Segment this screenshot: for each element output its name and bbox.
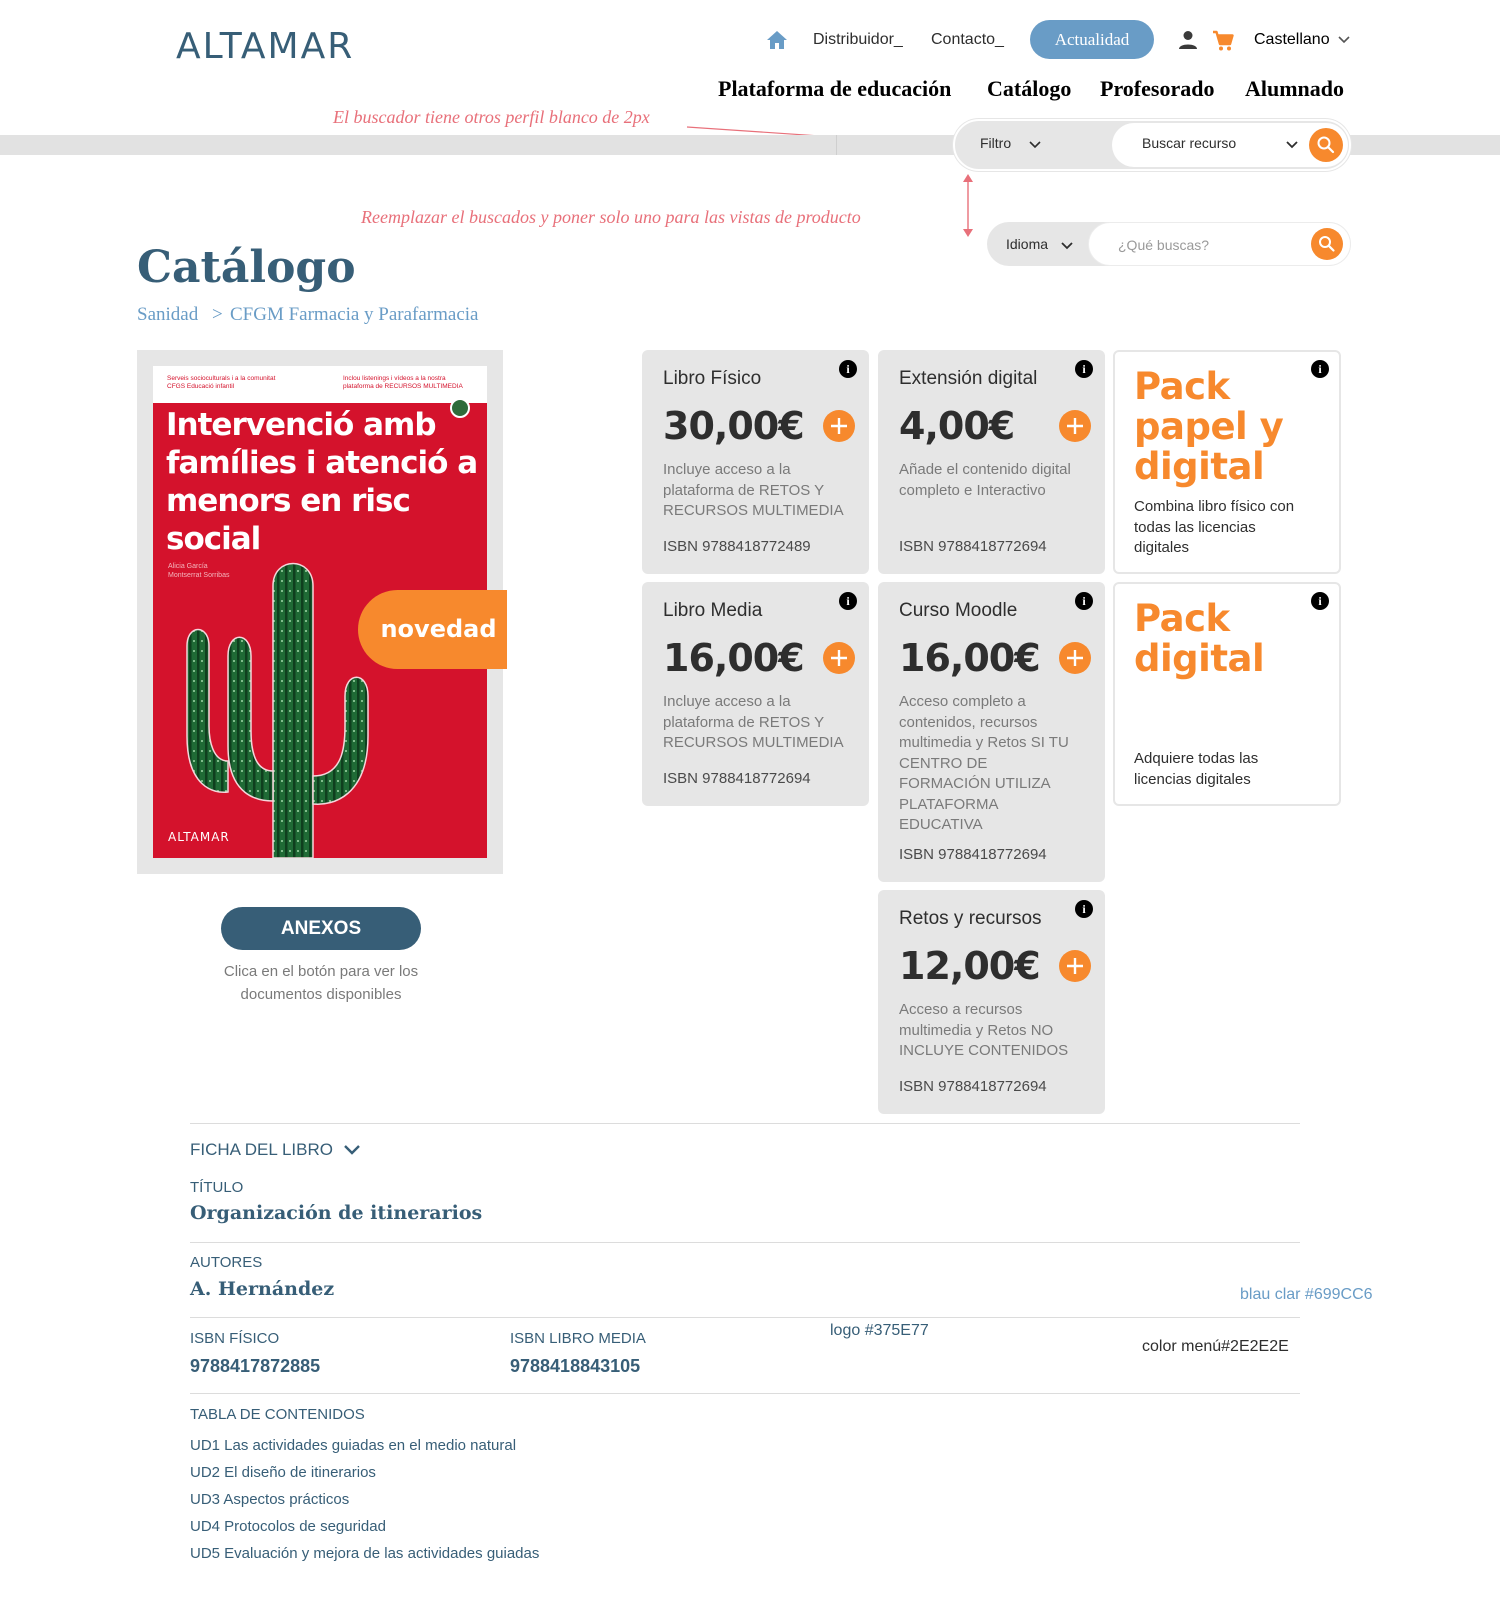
card-price: 12,00€ (899, 944, 1040, 988)
language-selector[interactable]: Castellano (1254, 31, 1330, 48)
add-to-cart-button[interactable] (1059, 410, 1091, 442)
contacto-link[interactable]: Contacto_ (931, 31, 1004, 48)
toc-item[interactable]: UD5 Evaluación y mejora de las actividades guiadas (190, 1545, 540, 1562)
filter-dropdown[interactable]: Filtro (980, 135, 1012, 151)
nav-profesorado[interactable]: Profesorado (1100, 76, 1215, 101)
cart-icon[interactable] (1212, 30, 1234, 52)
info-icon[interactable]: i (1311, 360, 1329, 378)
altamar-logo[interactable]: ALTAMAR (176, 26, 355, 67)
card-description: Incluye acceso a la plataforma de RETOS Y RECURSOS MULTIMEDIA (663, 693, 844, 751)
divider (190, 1317, 1300, 1318)
plus-icon (1059, 950, 1091, 982)
plus-icon (1059, 410, 1091, 442)
card-price: 16,00€ (663, 636, 804, 680)
cover-brand: ALTAMAR (168, 830, 230, 844)
nav-alumnado[interactable]: Alumnado (1245, 76, 1345, 101)
chevron-down-icon[interactable] (1338, 36, 1350, 44)
card-isbn: ISBN 9788418772694 (899, 846, 1047, 863)
annotation-replace-note: Reemplazar el buscados y poner solo uno para las vistas de producto (361, 207, 861, 227)
breadcrumb-sanidad[interactable]: Sanidad (137, 304, 199, 325)
pack-title: Pack digital (1134, 597, 1265, 680)
plus-icon (823, 410, 855, 442)
isbn-fisico-value: 9788417872885 (190, 1356, 321, 1376)
cover-title: Intervenció amb famílies i atenció a menors en risc social (166, 407, 478, 557)
home-icon[interactable] (766, 30, 788, 50)
chevron-down-icon[interactable] (1286, 141, 1298, 149)
card-title: Curso Moodle (899, 600, 1018, 621)
chevron-down-icon[interactable] (1061, 242, 1073, 250)
toc-item[interactable]: UD4 Protocolos de seguridad (190, 1518, 386, 1535)
spec-menu: color menú#2E2E2E (1142, 1338, 1289, 1355)
toc-item[interactable]: UD3 Aspectos prácticos (190, 1491, 350, 1508)
nav-catalogo[interactable]: Catálogo (987, 76, 1072, 101)
info-icon[interactable]: i (839, 360, 857, 378)
search-input[interactable] (1118, 234, 1298, 256)
cover-series-left: Serveis socioculturals i a la comunitat CFGS Educació infantil (167, 375, 276, 390)
plus-icon (1059, 642, 1091, 674)
toc-item[interactable]: UD1 Las actividades guiadas en el medio natural (190, 1437, 517, 1454)
novedad-badge: novedad (358, 590, 507, 669)
divider (190, 1393, 1300, 1394)
annotation-double-arrow (962, 173, 974, 238)
info-icon[interactable]: i (839, 592, 857, 610)
add-to-cart-button[interactable] (1059, 950, 1091, 982)
chevron-down-icon[interactable] (1029, 141, 1041, 149)
anexos-button[interactable]: ANEXOS (221, 907, 421, 950)
search-icon (1311, 228, 1343, 260)
divider (190, 1242, 1300, 1243)
search-button[interactable] (1309, 128, 1343, 162)
add-to-cart-button[interactable] (823, 410, 855, 442)
search-button[interactable] (1311, 228, 1343, 260)
page-title: Catálogo (137, 242, 356, 293)
info-icon[interactable]: i (1075, 900, 1093, 918)
card-title: Libro Media (663, 600, 763, 621)
actualidad-button[interactable]: Actualidad (1030, 20, 1154, 59)
pack-description: Combina libro físico con todas las licencias digitales (1134, 498, 1295, 556)
card-price: 16,00€ (899, 636, 1040, 680)
toc-item[interactable]: UD2 El diseño de itinerarios (190, 1464, 376, 1481)
ficha-toggle[interactable]: FICHA DEL LIBRO (190, 1140, 333, 1159)
search-icon (1309, 128, 1343, 162)
titulo-label: TÍTULO (190, 1179, 244, 1196)
isbn-media-label: ISBN LIBRO MEDIA (510, 1330, 646, 1347)
cactus-illustration (173, 546, 393, 858)
card-isbn: ISBN 9788418772694 (899, 1078, 1047, 1095)
pack-description: Adquiere todas las licencias digitales (1134, 750, 1259, 788)
chevron-down-icon[interactable] (343, 1144, 361, 1156)
toc-label: TABLA DE CONTENIDOS (190, 1406, 365, 1423)
add-to-cart-button[interactable] (1059, 642, 1091, 674)
autores-label: AUTORES (190, 1254, 263, 1271)
titulo-value: Organización de itinerarios (190, 1202, 483, 1224)
breadcrumb-cfgm[interactable]: CFGM Farmacia y Parafarmacia (230, 304, 479, 325)
resource-select-label: Buscar recurso (1142, 135, 1237, 151)
band-divider (836, 135, 837, 155)
pack-title: Pack papel y digital (1134, 365, 1284, 488)
language-dropdown[interactable]: Idioma (1006, 236, 1049, 252)
plus-icon (823, 642, 855, 674)
breadcrumb-separator: > (212, 304, 223, 325)
autores-value: A. Hernández (190, 1278, 335, 1300)
card-isbn: ISBN 9788418772489 (663, 538, 811, 555)
distribuidor-link[interactable]: Distribuidor_ (813, 31, 903, 48)
cover-series-right: Inclou listenings i vídeos a la nostra plataforma de RECURSOS MULTIMEDIA (343, 375, 463, 390)
card-isbn: ISBN 9788418772694 (899, 538, 1047, 555)
cover-authors: Alicia García Montserrat Sorribas (168, 563, 230, 579)
card-price: 4,00€ (899, 404, 1015, 448)
anexos-help-text: Clica en el botón para ver los documentos disponibles (223, 963, 419, 1003)
annotation-search-note: El buscador tiene otros perfil blanco de 2px (333, 107, 650, 127)
card-description: Añade el contenido digital completo e Interactivo (899, 461, 1071, 499)
nav-plataforma[interactable]: Plataforma de educación (718, 76, 952, 101)
card-title: Libro Físico (663, 368, 762, 389)
card-title: Extensión digital (899, 368, 1038, 389)
add-to-cart-button[interactable] (823, 642, 855, 674)
info-icon[interactable]: i (1075, 592, 1093, 610)
card-description: Incluye acceso a la plataforma de RETOS Y RECURSOS MULTIMEDIA (663, 461, 844, 519)
card-isbn: ISBN 9788418772694 (663, 770, 811, 787)
divider (190, 1123, 1300, 1124)
card-price: 30,00€ (663, 404, 804, 448)
info-icon[interactable]: i (1311, 592, 1329, 610)
spec-light-blue: blau clar #699CC6 (1240, 1286, 1373, 1303)
isbn-media-value: 9788418843105 (510, 1356, 641, 1376)
isbn-fisico-label: ISBN FÍSICO (190, 1330, 280, 1347)
card-title: Retos y recursos (899, 908, 1042, 929)
card-description: Acceso a recursos multimedia y Retos NO INCLUYE CONTENIDOS (899, 1001, 1069, 1059)
info-icon[interactable]: i (1075, 360, 1093, 378)
card-description: Acceso completo a contenidos, recursos multimedia y Retos SI TU CENTRO DE FORMACIÓN UTILIZA PLATAFORMA EDUCATIVA (899, 693, 1069, 833)
user-icon[interactable] (1178, 30, 1198, 50)
spec-logo: logo #375E77 (830, 1322, 929, 1339)
